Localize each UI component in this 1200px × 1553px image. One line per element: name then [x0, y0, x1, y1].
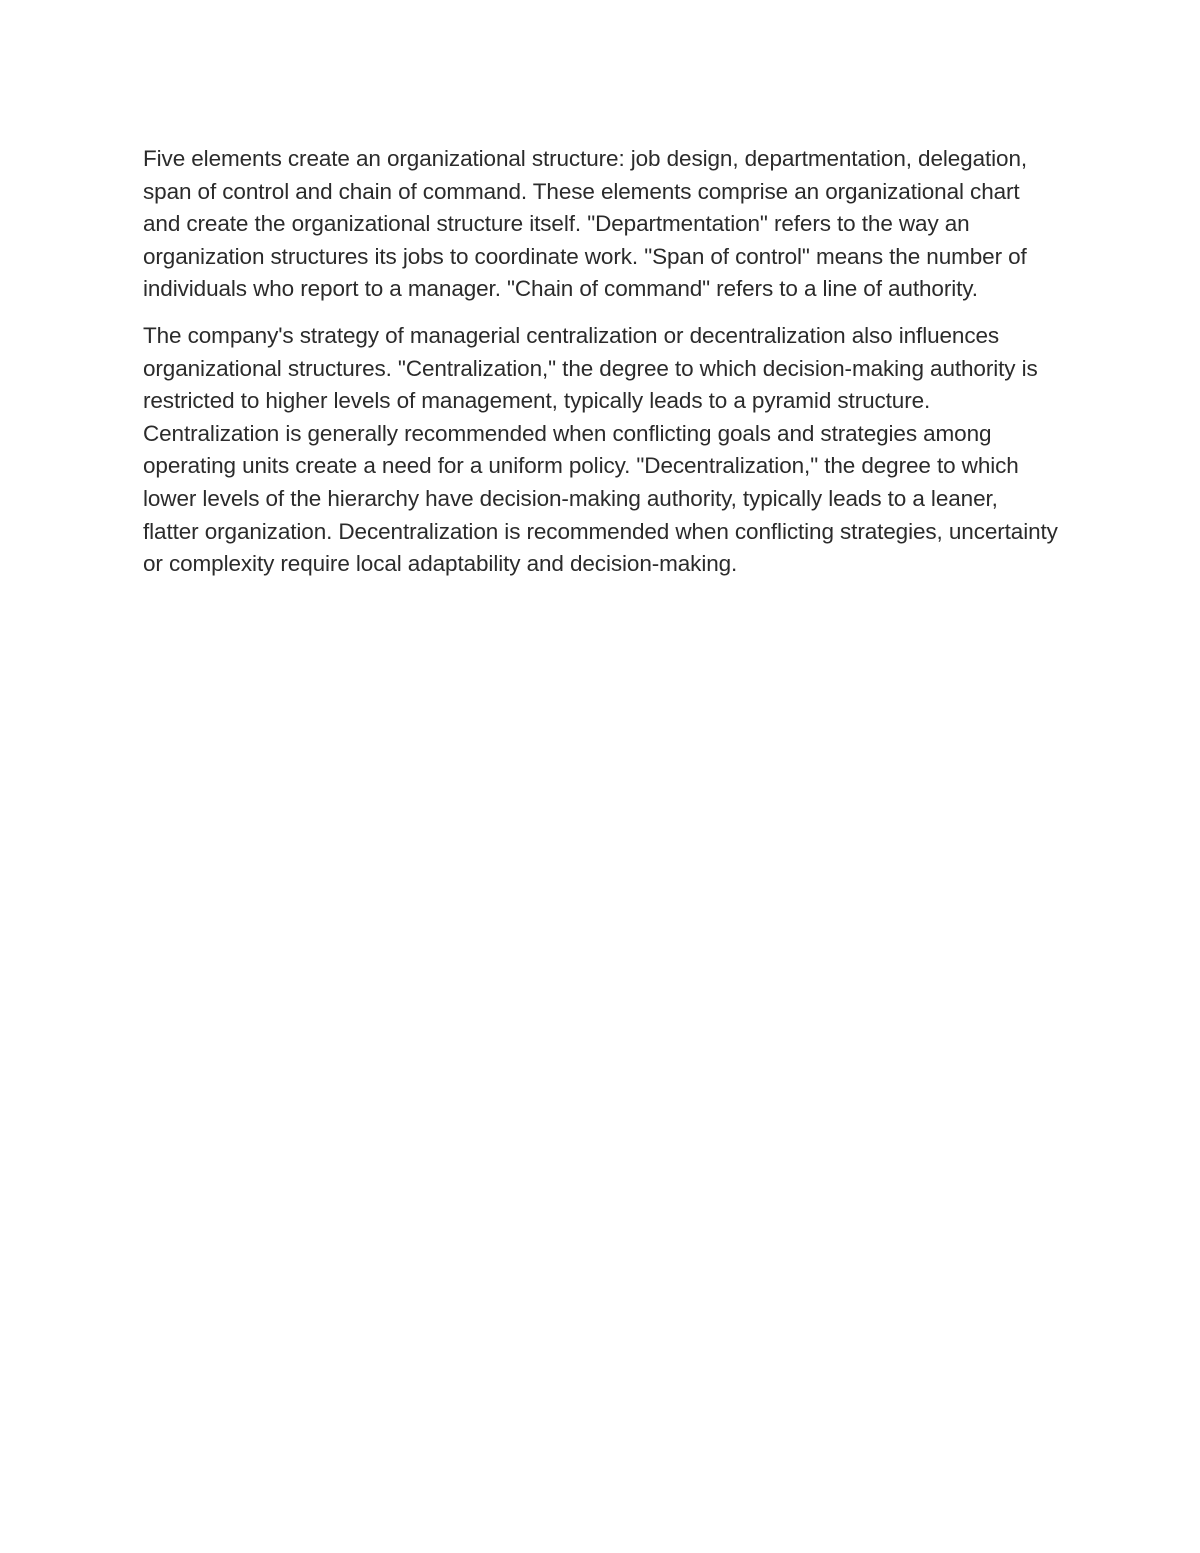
document-body — [143, 143, 1058, 595]
paragraph-organizational-elements: Five elements create an organizational structure: job design, departmentation, delegation, span of control and chain of command. These elements comprise an organizational chart and create the organizational structure itself. "Departmentation" refers to the way an organization structures its jobs to coordinate work. "Span of control" means the number of individuals who report to a manager. "Chain of command" refers to a line of authority. — [143, 146, 1028, 302]
paragraph-centralization: The company's strategy of managerial centralization or decentralization also influences organizational structures. "Centralization," the degree to which decision-making authority is restricted to higher levels of management, typically leads to a pyramid structure. Centralization is generally recommended when conflicting goals and strategies among operating units create a need for a uniform policy. "Decentralization," the degree to which lower levels of the hierarchy have decision-making authority, typically leads to a leaner, flatter organization. Decentralization is recommended when conflicting strategies, uncertainty or complexity require local adaptability and decision-making. — [143, 322, 1058, 577]
